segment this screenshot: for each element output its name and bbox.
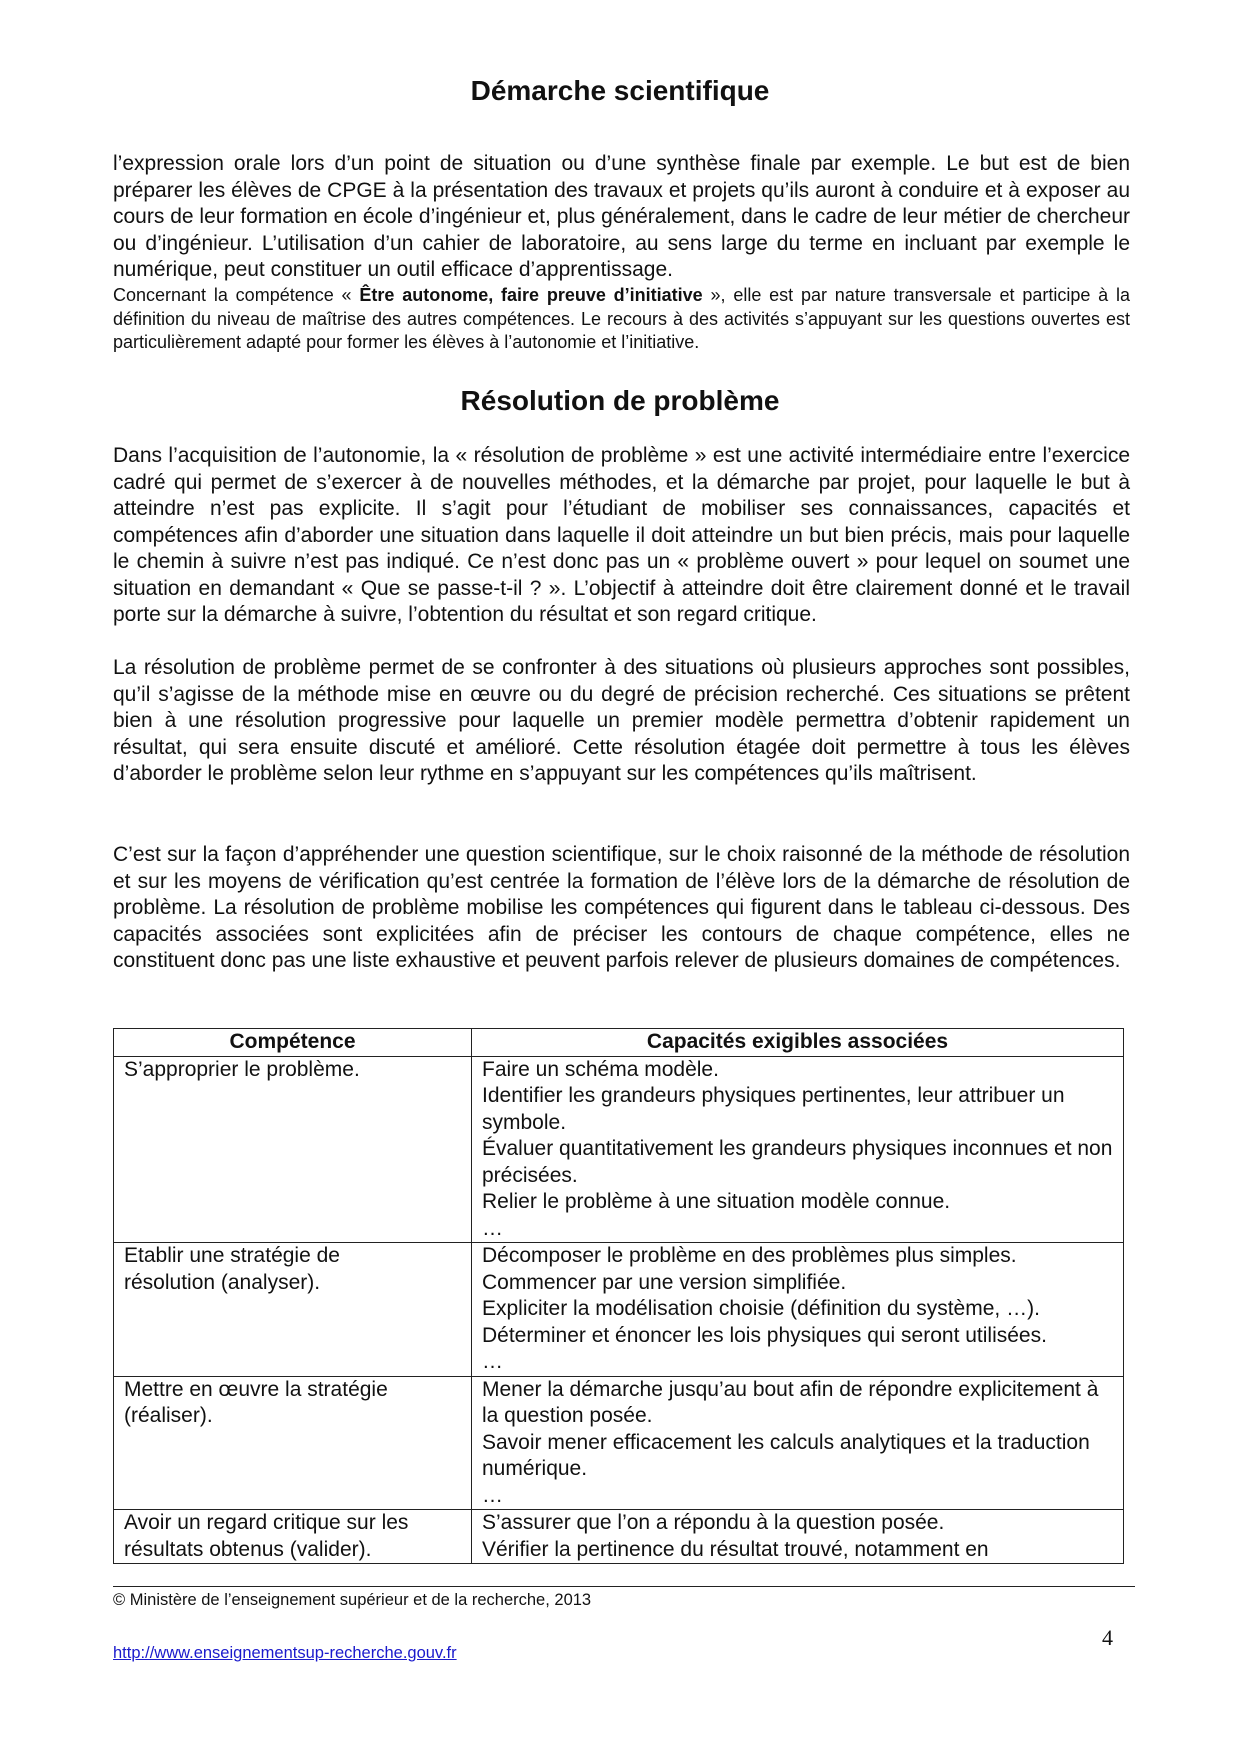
capacite-item: Identifier les grandeurs physiques pertinentes, leur attribuer un symbole. (482, 1084, 1065, 1134)
capacite-item: … (482, 1483, 503, 1507)
capacite-item: … (482, 1216, 503, 1240)
footer-copyright: © Ministère de l’enseignement supérieur et de la recherche, 2013 (113, 1591, 592, 1609)
capacite-item: Déterminer et énoncer les lois physiques qui seront utilisées. (482, 1323, 1047, 1347)
paragraph-resolution-approaches: La résolution de problème permet de se confronter à des situations où plusieurs approches sont possibles, qu’il s’agisse de la méthode mise en œuvre ou du degré de précision recherché. Ces situations se prêtent bien à une résolution progressive pour laquelle un premier modèle permettra d’obtenir rapidement un résultat, qui sera ensuite discuté et amélioré. Cette résolution étagée doit permettre à tous les élèves d’aborder le problème selon leur rythme en s’appuyant sur les compétences qu’ils maîtrisent. (113, 656, 1130, 785)
competence-text: résultats obtenus (valider). (124, 1537, 372, 1561)
table-row (114, 1243, 1124, 1377)
capacite-item: Savoir mener efficacement les calculs analytiques et la traduction numérique. (482, 1430, 1090, 1480)
paragraph-oral-expression: l’expression orale lors d’un point de situation ou d’une synthèse finale par exemple. Le but est de bien préparer les élèves de CPGE à la présentation des travaux et projets qu’ils auront à conduire et à exposer au cours de leur formation en école d’ingénieur et, plus généralement, dans le cadre de leur métier de chercheur ou d’ingénieur. L’utilisation d’un cahier de laboratoire, au sens large du terme en incluant par exemple le numérique, peut constituer un outil efficace d’apprentissage. (113, 152, 1130, 281)
column-header-capacites: Capacités exigibles associées (472, 1029, 1124, 1057)
paragraph-text: Concernant la compétence « (113, 285, 360, 305)
footer-divider (113, 1586, 1135, 1587)
competence-text: résolution (analyser). (124, 1270, 321, 1294)
paragraph-text: », elle est par nature transversale et participe à la définition du niveau de maîtrise des autres compétences. Le recours à des activités s’appuyant sur les questions ouvertes est particulièrement adapté pour former les élèves à l’autonomie et l’initiative. (113, 285, 1130, 352)
capacite-item: Faire un schéma modèle. (482, 1057, 719, 1081)
paragraph-resolution-intro: Dans l’acquisition de l’autonomie, la « résolution de problème » est une activité intermédiaire entre l’exercice cadré qui permet de s’exercer à de nouvelles méthodes, et la démarche par projet, pour laquelle le but à atteindre n’est pas explicite. Il s’agit pour l’étudiant de mobiliser ses connaissances, capacités et compétences afin d’aborder une situation dans laquelle il doit atteindre un but bien précis, mais pour laquelle le chemin à suivre n’est pas indiqué. Ce n’est donc pas un « problème ouvert » pour lequel on soumet une situation en demandant « Que se passe-t-il ? ». L’objectif à atteindre doit être clairement donné et le travail porte sur la démarche à suivre, l’obtention du résultat et son regard critique. (113, 444, 1130, 626)
competence-text: Avoir un regard critique sur les (124, 1511, 409, 1534)
competence-text: Etablir une stratégie de (124, 1244, 340, 1267)
ministry-website-link[interactable]: http://www.enseignementsup-recherche.gouv.fr (113, 1644, 457, 1662)
competence-text: (réaliser). (124, 1404, 213, 1427)
capacite-item: Vérifier la pertinence du résultat trouvé, notamment en (482, 1537, 989, 1561)
page-number: 4 (1102, 1625, 1113, 1650)
competence-text: Mettre en œuvre la stratégie (124, 1377, 388, 1401)
table-header-row (114, 1029, 1124, 1057)
section-heading-resolution-de-probleme: Résolution de problème (460, 385, 780, 416)
capacite-item: Décomposer le problème en des problèmes plus simples. (482, 1244, 1017, 1267)
paragraph-autonomy-competence (113, 284, 1130, 355)
column-header-competence: Compétence (114, 1029, 472, 1057)
competence-table (113, 1028, 1124, 1564)
section-heading-demarche-scientifique: Démarche scientifique (470, 75, 770, 106)
table-row (114, 1376, 1124, 1510)
competence-cell (114, 1056, 472, 1243)
capacites-cell (472, 1510, 1124, 1564)
capacite-item: Commencer par une version simplifiée. (482, 1270, 847, 1294)
capacites-cell (472, 1243, 1124, 1377)
competence-name-bold: Être autonome, faire preuve d’initiative (359, 285, 703, 305)
paragraph-resolution-training: C’est sur la façon d’appréhender une question scientifique, sur le choix raisonné de la méthode de résolution et sur les moyens de vérification qu’est centrée la formation de l’élève lors de la démarche de résolution de problème. La résolution de problème mobilise les compétences qui figurent dans le tableau ci-dessous. Des capacités associées sont explicitées afin de préciser les contours de chaque compétence, elles ne constituent donc pas une liste exhaustive et peuvent parfois relever de plusieurs domaines de compétences. (113, 843, 1130, 972)
table-row (114, 1056, 1124, 1243)
capacite-item: Mener la démarche jusqu’au bout afin de répondre explicitement à la question posée. (482, 1377, 1099, 1427)
capacites-cell (472, 1056, 1124, 1243)
capacite-item: Évaluer quantitativement les grandeurs physiques inconnues et non précisées. (482, 1137, 1113, 1187)
capacites-cell (472, 1376, 1124, 1510)
capacite-item: … (482, 1350, 503, 1373)
capacite-item: S’assurer que l’on a répondu à la question posée. (482, 1511, 945, 1534)
competence-cell (114, 1243, 472, 1377)
table-row (114, 1510, 1124, 1564)
capacite-item: Expliciter la modélisation choisie (définition du système, …). (482, 1297, 1040, 1320)
capacite-item: Relier le problème à une situation modèle connue. (482, 1190, 951, 1213)
competence-cell (114, 1510, 472, 1564)
competence-text: S’approprier le problème. (124, 1057, 360, 1081)
competence-cell (114, 1376, 472, 1510)
